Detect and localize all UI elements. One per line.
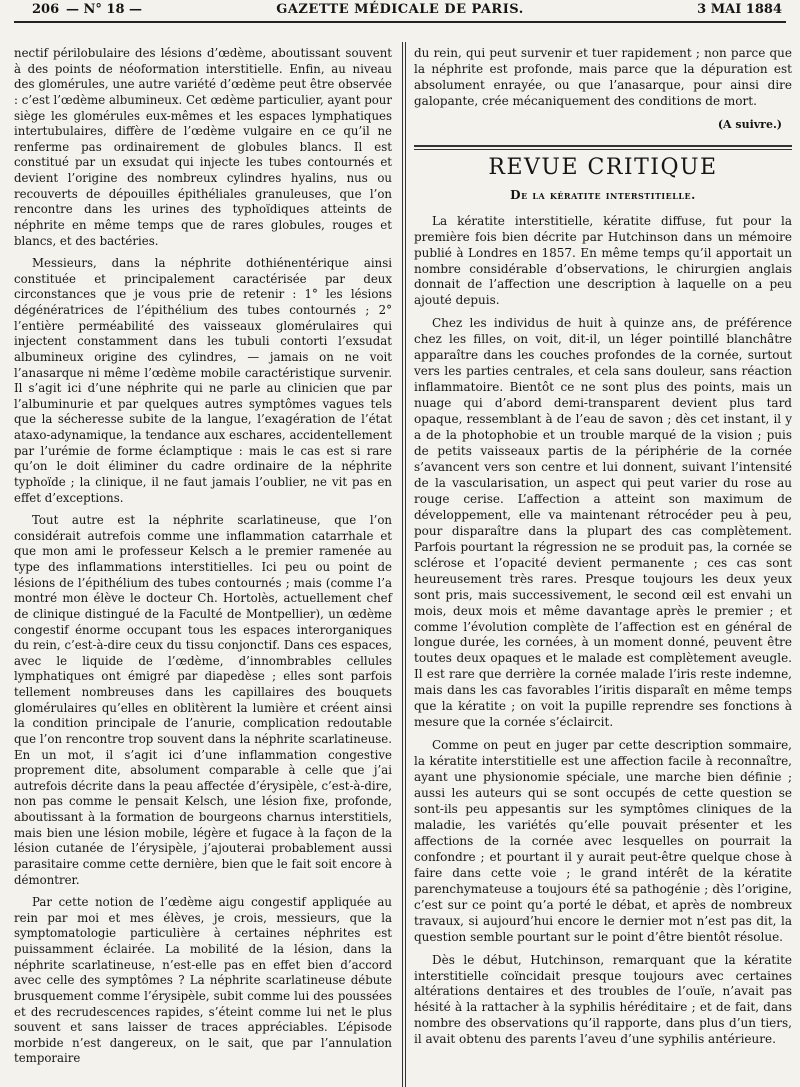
left-column: [14, 46, 392, 1074]
paragraph: La kératite interstitielle, kératite diffuse, fut pour la première fois bien décrite par Hutchinson dans un mémoire publié à Londres en 1857. En même temps qu’il apportait un nombre considérable d’observations, le chirurgien anglais donnait de l’affection une description à laquelle on a peu ajouté depuis.: [414, 213, 792, 308]
header-rule: [14, 21, 786, 23]
column-divider: [402, 42, 403, 1087]
section-title: REVUE CRITIQUE: [488, 154, 718, 180]
section-rule: [414, 145, 792, 147]
right-column: [414, 46, 792, 1055]
paragraph: Comme on peut en juger par cette description sommaire, la kératite interstitielle est une affection facile à reconnaître, ayant une physionomie spéciale, une marche bien définie ; aussi les auteurs qui se sont occupés de cette question se sont-ils peu appesantis sur les symptômes cliniques de la maladie, les variétés qu’elle pouvait présenter et les affections de la cornée avec lesquelles on pourrait la confondre ; et pourtant il y aurait peut-être quelque chose à faire dans cette voie ; le grand intérêt de la kératite parenchymateuse a toujours été sa pathogénie ; dès l’origine, c’est sur ce point qu’a porté le débat, et après de nombreux travaux, si aujourd’hui encore le dernier mot n’est pas dit, la question semble pourtant sur le point d’être bientôt résolue.: [414, 738, 792, 944]
continued-note: (A suivre.): [717, 117, 782, 131]
paragraph: Tout autre est la néphrite scarlatineuse, que l’on considérait autrefois comme une inflammation catarrhale et que mon ami le professeur Kelsch a le premier ramenée au type des inflammations interstitielles. Ici peu ou point de lésions de l’épithélium des tubes contournés ; mais (comme l’a montré mon élève le docteur Ch. Hortolès, actuellement chef de clinique distingué de la Faculté de Montpellier), un œdème congestif énorme occupant tous les espaces interorganiques du rein, c’est-à-dire ceux du tissu conjonctif. Dans ces espaces, avec le liquide de l’œdème, d’innombrables cellules lymphatiques ont émigré par diapedèse ; elles sont parfois tellement nombreuses dans les capillaires des bouquets glomérulaires qu’elles en oblitèrent la lumière et créent ainsi la condition principale de l’anurie, complication redoutable que l’on rencontre trop souvent dans la néphrite scarlatineuse. En un mot, il s’agit ici d’une inflammation congestive proprement dite, absolument comparable à celle que j’ai autrefois décrite dans la peau affectée d’érysipèle, c’est-à-dire, non pas comme le pensait Kelsch, une lésion fixe, profonde, aboutissant à la formation de bourgeons charnus interstitiels, mais bien une lésion mobile, légère et fugace à la façon de la lésion cutanée de l’érysipèle, j’ajouterai probablement aussi parasitaire comme cette dernière, bien que le fait soit encore à démontrer.: [14, 513, 392, 887]
issue-date: 3 MAI 1884: [697, 2, 782, 17]
paragraph: Dès le début, Hutchinson, remarquant que la kératite interstitielle coïncidait presque toujours avec certaines altérations dentaires et des troubles de l’ouïe, n’avait pas hésité à la rattacher à la syphilis héréditaire ; et de fait, dans nombre des observations qu’il rapporte, dans plus d’un tiers, il avait obtenu des parents l’aveu d’une syphilis antérieure.: [414, 952, 792, 1047]
paragraph: nectif périlobulaire des lésions d’œdème, aboutissant souvent à des points de néoformation interstitielle. Enfin, au niveau des glomérules, une autre variété d’œdème peut être observée : c’est l’œdème albumineux. Cet œdème particulier, ayant pour siège les glomérules eux-mêmes et les espaces lymphatiques intertubulaires, diffère de l’œdème vulgaire en ce qu’il ne renferme pas ordinairement de globules blancs. Il est constitué par un exsudat qui injecte les tubes contournés et devient l’origine des nombreux cylindres hyalins, nus ou recouverts de dépouilles épithéliales granuleuses, que l’on rencontre dans les urines des typhoïdiques atteints de néphrite en même temps que de rares globules, rouges et blancs, et des bactéries.: [14, 46, 392, 248]
section-rule: [414, 149, 792, 150]
journal-title: GAZETTE MÉDICALE DE PARIS.: [276, 2, 524, 17]
page-number: 206: [32, 2, 60, 17]
paragraph: Messieurs, dans la néphrite dothiénentérique ainsi constituée et principalement caractérisée par deux circonstances que je vous prie de retenir : 1° les lésions dégénératrices de l’épithélium des tubes contournés ; 2° l’entière perméabilité des vaisseaux glomérulaires qui injectent constamment dans les tubuli contorti l’exsudat albumineux origine des cylindres, — jamais on ne voit l’anasarque ni même l’œdème mobile caractéristique survenir. Il s’agit ici d’une néphrite qui ne parle au clinicien que par l’albuminurie et par quelques autres symptômes vagues tels que la sécheresse subite de la langue, l’exagération de l’état ataxo-adynamique, la tendance aux eschares, accidentellement par l’urémie de forme éclamptique : mais le cas est si rare qu’on le doit éliminer du cadre ordinaire de la néphrite typhoïde ; la clinique, il ne faut jamais l’oublier, ne vit pas en effet d’exceptions.: [14, 256, 392, 505]
paragraph: Par cette notion de l’œdème aigu congestif appliquée au rein par moi et mes élèves, je crois, messieurs, que la symptomatologie particulière à certaines néphrites est puissamment éclairée. La mobilité de la lésion, dans la néphrite scarlatineuse, n’est-elle pas en effet bien d’accord avec celle des symptômes ? La néphrite scarlatineuse débute brusquement comme l’érysipèle, subit comme lui des poussées et des recrudescences rapides, s’éteint comme lui net le plus souvent et sans laisser de traces appréciables. L’épisode morbide n’est dangereux, on le sait, que par l’annulation temporaire: [14, 895, 392, 1066]
column-divider: [405, 42, 406, 1087]
paragraph: Chez les individus de huit à quinze ans, de préférence chez les filles, on voit, dit-il, un léger pointillé blanchâtre apparaître dans les couches profondes de la cornée, surtout vers les parties centrales, et cela sans douleur, sans réaction inflammatoire. Bientôt ce ne sont plus des points, mais un nuage qui d’abord demi-transparent devient plus tard opaque, ressemblant à de l’eau de savon ; dès cet instant, il y a de la photophobie et un trouble marqué de la vision ; puis de petits vaisseaux partis de la périphérie de la cornée s’avancent vers son centre et lui donnent, suivant l’intensité de la vascularisation, un aspect qui peut varier du rose au rouge cerise. L’affection a atteint son maximum de développement, elle va maintenant rétrocéder peu à peu, pour disparaître dans la plupart des cas complètement. Parfois pourtant la régression ne se produit pas, la cornée se sclérose et l’opacité devient permanente ; ces cas sont heureusement très rares. Presque toujours les deux yeux sont pris, mais successivement, le second œil est envahi un mois, deux mois et même davantage après le premier ; et comme l’évolution complète de l’affection est en général de longue durée, les cornées, à un moment donné, peuvent être toutes deux opaques et le malade est complètement aveugle. Il est rare que derrière la cornée malade l’iris reste indemne, mais dans les cas favorables l’iritis disparaît en même temps que la kératite ; on voit la pupille reprendre ses fonctions à mesure que la cornée s’éclaircit.: [414, 316, 792, 730]
article-subtitle: De la kératite interstitielle.: [510, 187, 696, 202]
paragraph: du rein, qui peut survenir et tuer rapidement ; non parce que la néphrite est profonde, mais parce que la dépuration est absolument enrayée, ou que l’anasarque, pour ainsi dire galopante, crée mécaniquement des conditions de mort.: [414, 46, 792, 108]
page-header: [14, 0, 786, 20]
issue-number: — N° 18 —: [66, 2, 143, 17]
